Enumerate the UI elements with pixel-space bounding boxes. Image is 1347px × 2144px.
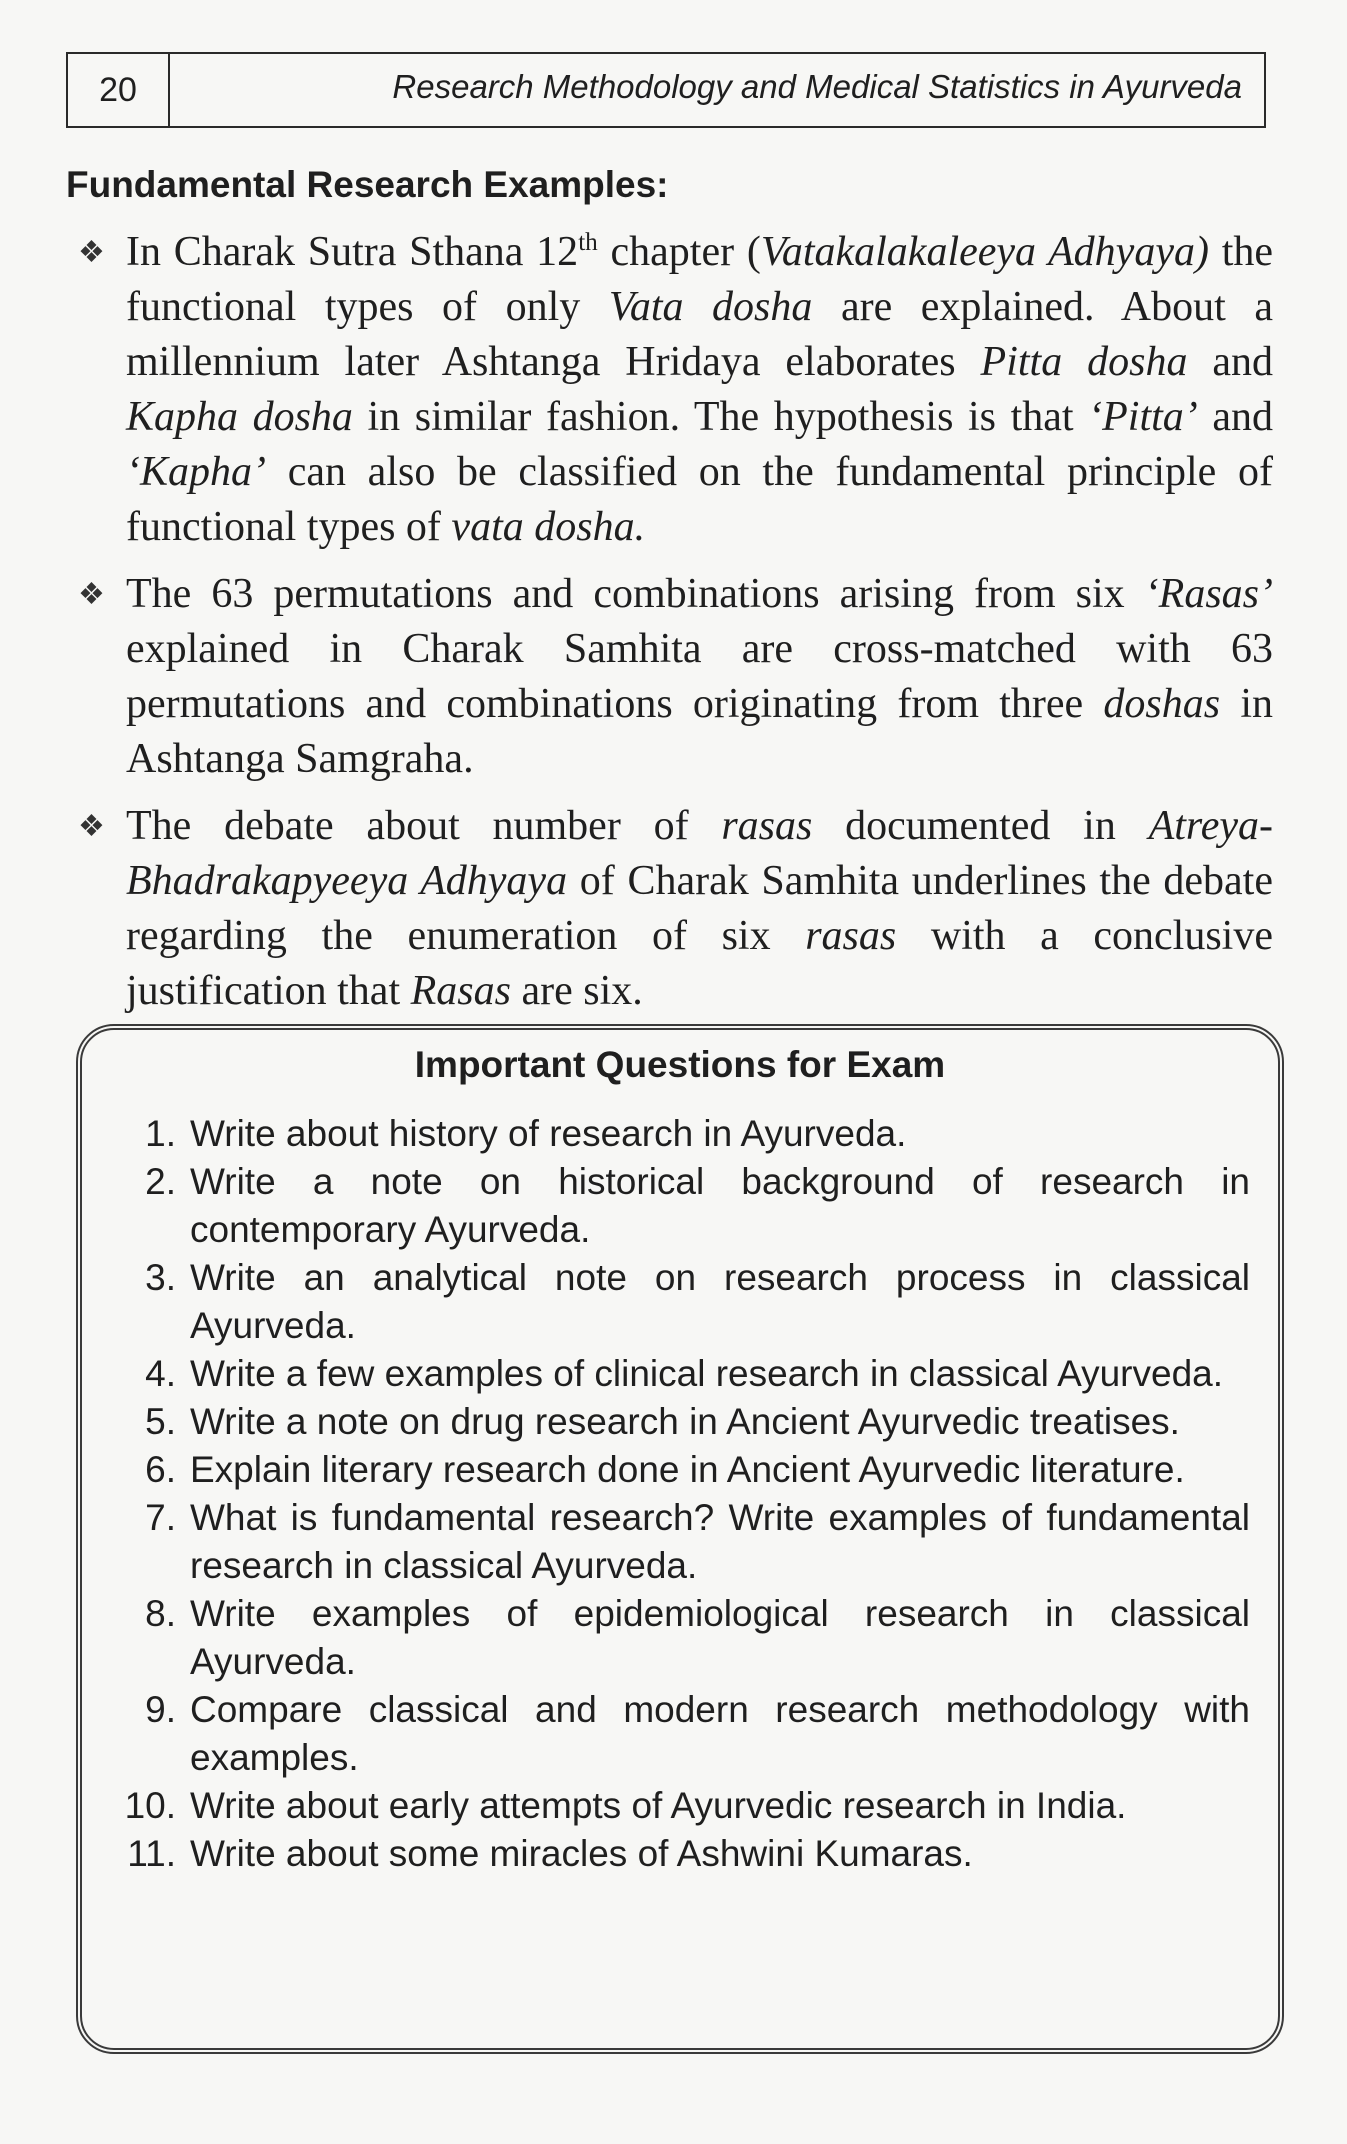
question-number: 4. — [145, 1353, 176, 1394]
question-number: 7. — [145, 1497, 176, 1538]
questions-box-title: Important Questions for Exam — [414, 1044, 946, 1085]
question-item — [120, 1686, 1250, 1782]
question-item — [120, 1830, 1250, 1878]
page-header — [66, 52, 1266, 128]
question-text: Write about history of research in Ayurveda. — [190, 1113, 907, 1154]
question-item — [120, 1446, 1250, 1494]
question-text: Write an analytical note on research process in classical Ayurveda. — [190, 1257, 1250, 1346]
question-list — [120, 1110, 1250, 1878]
question-number: 2. — [145, 1161, 176, 1202]
question-item — [120, 1398, 1250, 1446]
exam-questions-box — [76, 1024, 1284, 2054]
page-number: 20 — [68, 54, 170, 126]
question-item — [120, 1110, 1250, 1158]
question-item — [120, 1782, 1250, 1830]
question-number: 6. — [145, 1449, 176, 1490]
question-number: 11. — [127, 1833, 176, 1874]
question-item — [120, 1590, 1250, 1686]
question-number: 10. — [124, 1785, 176, 1826]
bullet-text: The debate about number of rasas documented in Atreya-Bhadrakapyeeya Adhyaya of Charak Samhita underlines the debate regarding the enumeration of six rasas with a conclusive justification that Rasas are six. — [126, 803, 1273, 1014]
bullet-item — [78, 567, 1273, 787]
question-text: What is fundamental research? Write examples of fundamental research in classical Ayurveda. — [190, 1497, 1250, 1586]
bullet-text: The 63 permutations and combinations arising from six ‘Rasas’ explained in Charak Samhita are cross-matched with 63 permutations and combinations originating from three doshas in Ashtanga Samgraha. — [126, 571, 1273, 782]
diamond-bullet-icon: ❖ — [78, 236, 105, 269]
bullet-list — [78, 225, 1273, 1031]
question-item — [120, 1158, 1250, 1254]
section-title: Fundamental Research Examples: — [66, 164, 669, 205]
bullet-text: In Charak Sutra Sthana 12th chapter (Vatakalakaleeya Adhyaya) the functional types of only Vata dosha are explained. About a millennium later Ashtanga Hridaya elaborates Pitta dosha and Kapha dosha in similar fashion. The hypothesis is that ‘Pitta’ and ‘Kapha’ can also be classified on the fundamental principle of functional types of vata dosha. — [126, 229, 1273, 550]
question-item — [120, 1254, 1250, 1350]
bullet-item — [78, 225, 1273, 555]
question-number: 8. — [145, 1593, 176, 1634]
question-text: Write about early attempts of Ayurvedic research in India. — [190, 1785, 1127, 1826]
running-head: Research Methodology and Medical Statistics in Ayurveda — [392, 68, 1242, 105]
question-item — [120, 1350, 1250, 1398]
question-text: Write a few examples of clinical research in classical Ayurveda. — [190, 1353, 1224, 1394]
diamond-bullet-icon: ❖ — [78, 810, 105, 843]
question-number: 1. — [145, 1113, 176, 1154]
question-number: 5. — [145, 1401, 176, 1442]
question-item — [120, 1494, 1250, 1590]
question-text: Write examples of epidemiological research in classical Ayurveda. — [190, 1593, 1250, 1682]
diamond-bullet-icon: ❖ — [78, 578, 105, 611]
question-text: Write a note on drug research in Ancient Ayurvedic treatises. — [190, 1401, 1180, 1442]
bullet-item — [78, 799, 1273, 1019]
question-number: 9. — [145, 1689, 176, 1730]
question-number: 3. — [145, 1257, 176, 1298]
question-text: Explain literary research done in Ancient Ayurvedic literature. — [190, 1449, 1185, 1490]
question-text: Compare classical and modern research methodology with examples. — [190, 1689, 1250, 1778]
question-text: Write a note on historical background of research in contemporary Ayurveda. — [190, 1161, 1250, 1250]
question-text: Write about some miracles of Ashwini Kumaras. — [190, 1833, 973, 1874]
